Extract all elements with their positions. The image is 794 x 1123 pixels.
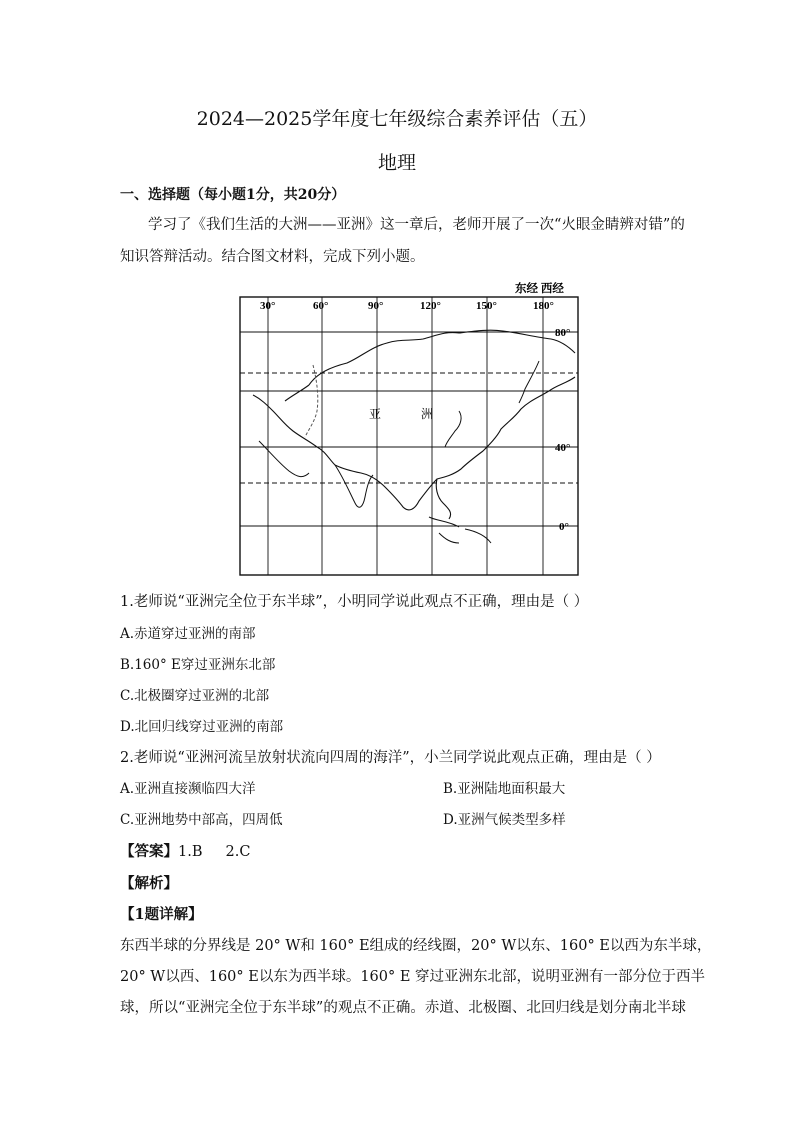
answer-line: [120, 842, 250, 862]
page-title: 2024—2025学年度七年级综合素养评估（五）: [196, 108, 598, 130]
q2-stem: 2.老师说“亚洲河流呈放射状流向四周的海洋”，小兰同学说此观点正确，理由是（ ）: [120, 750, 661, 766]
section-heading: 一、选择题（每小题1分，共20分）: [120, 187, 346, 203]
q1-option-a[interactable]: A.赤道穿过亚洲的南部: [120, 626, 256, 642]
analysis-label: 【解析】: [120, 875, 178, 892]
asia-outline: [253, 330, 575, 519]
longitude-labels: [260, 300, 554, 312]
q1-option-b[interactable]: B.160° E穿过亚洲东北部: [120, 657, 276, 673]
answer-label: 【答案】: [120, 843, 178, 860]
q1-stem: 1.老师说“亚洲完全位于东半球”，小明同学说此观点不正确，理由是（ ）: [120, 594, 589, 610]
analysis-line-3: 球，所以“亚洲完全位于东半球”的观点不正确。赤道、北极圈、北回归线是划分南北半球: [120, 1000, 686, 1016]
lon-label: 150°: [476, 300, 497, 312]
lon-label: 120°: [420, 300, 441, 312]
analysis-line-1: 东西半球的分界线是 20° W和 160° E组成的经线圈，20° W以东、160° E以西为东半球，: [120, 938, 712, 954]
subject-title: 地理: [377, 152, 416, 174]
q1-option-c[interactable]: C.北极圈穿过亚洲的北部: [120, 688, 270, 704]
lat-label: 0°: [559, 521, 569, 533]
intro-line-2: 知识答辩活动。结合图文材料，完成下列小题。: [120, 249, 425, 265]
dashed-lines: [240, 373, 578, 483]
kamchatka-outline: [519, 361, 539, 403]
japan-outline: [445, 411, 461, 447]
lon-label: 30°: [260, 300, 276, 312]
lon-label: 180°: [533, 300, 554, 312]
q2-option-a[interactable]: A.亚洲直接濒临四大洋: [120, 781, 256, 797]
meridian-lines: [268, 297, 543, 575]
lon-label: 90°: [368, 300, 384, 312]
lon-label: 60°: [313, 300, 329, 312]
arabia-outline: [259, 441, 309, 477]
latitude-labels: [555, 327, 570, 533]
lat-label: 80°: [555, 327, 571, 339]
q1-option-d[interactable]: D.北回归线穿过亚洲的南部: [120, 719, 284, 735]
q2-option-d[interactable]: D.亚洲气候类型多样: [443, 812, 566, 828]
q2-option-b[interactable]: B.亚洲陆地面积最大: [443, 781, 566, 797]
q2-option-c[interactable]: C.亚洲地势中部高，四周低: [120, 812, 283, 828]
islands-outline: [429, 517, 491, 543]
intro-line-1: 学习了《我们生活的大洲——亚洲》这一章后，老师开展了一次“火眼金睛辨对错”的: [148, 217, 685, 233]
asia-map: [239, 281, 582, 580]
answer-value: 1.B 2.C: [178, 844, 251, 860]
asia-europe-boundary: [305, 365, 318, 437]
continent-label-2: 洲: [421, 407, 434, 421]
lat-label: 40°: [555, 442, 571, 454]
map-frame: [240, 297, 578, 575]
analysis-sub-label: 【1题详解】: [120, 906, 203, 923]
continent-label-1: 亚: [369, 407, 382, 421]
analysis-line-2: 20° W以西、160° E以东为西半球。160° E 穿过亚洲东北部，说明亚洲有一部分位于西半: [120, 969, 706, 985]
hemisphere-label: 东经 西经: [515, 283, 564, 295]
